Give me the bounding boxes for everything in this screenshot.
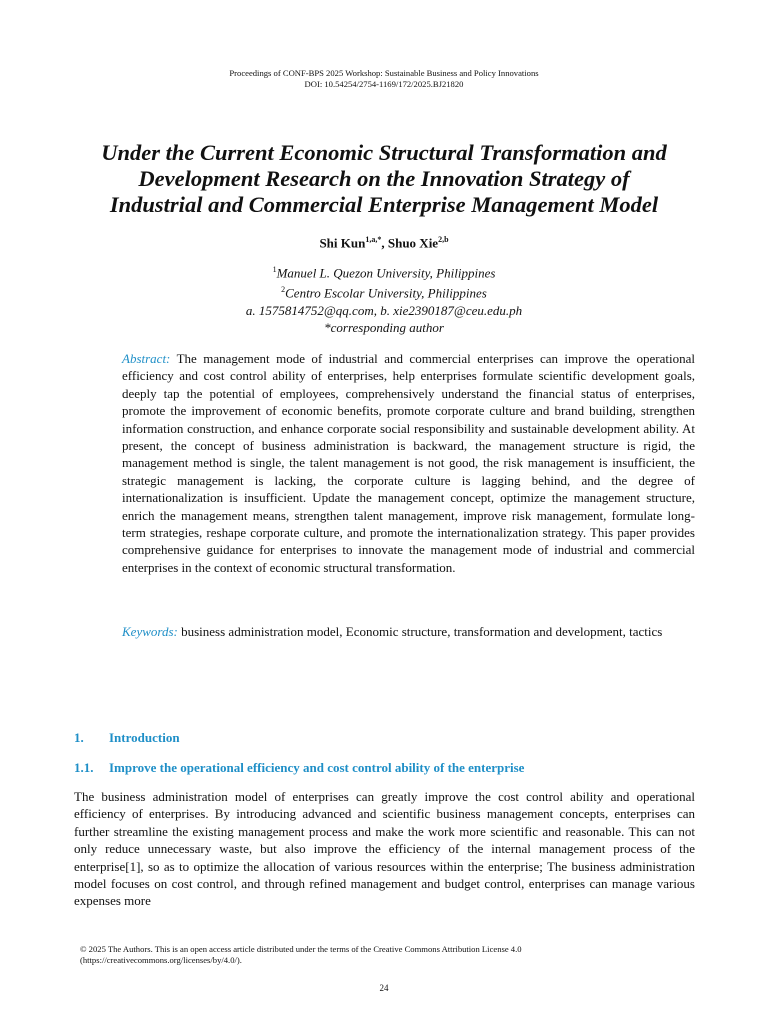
page-number: 24 xyxy=(379,983,389,993)
author-list xyxy=(0,235,768,251)
abstract-label: Abstract: xyxy=(122,351,171,366)
author-emails: a. 1575814752@qq.com, b. xie2390187@ceu.edu.ph xyxy=(245,302,523,318)
subsection-number: 1.1. xyxy=(74,760,94,775)
corresponding-author-note: *corresponding author xyxy=(324,319,444,335)
affiliation-2-text: Centro Escolar University, Philippines xyxy=(285,285,487,301)
author-1-name: Shi Kun xyxy=(319,235,366,251)
affiliation-1-text: Manuel L. Quezon University, Philippines xyxy=(276,265,496,281)
affiliation-2 xyxy=(0,281,768,301)
license-text: © 2025 The Authors. This is an open access article distributed under the terms of the Creative Commons Attribution License 4.0 xyxy=(80,944,522,954)
author-separator: , xyxy=(381,235,388,251)
title-line-2: Development Research on the Innovation Strategy of xyxy=(138,166,630,191)
title-line-3: Industrial and Commercial Enterprise Management Model xyxy=(109,192,659,217)
license-footnote xyxy=(80,944,650,965)
section-number: 1. xyxy=(74,730,84,745)
body-paragraph: The business administration model of enterprises can greatly improve the cost control ability and operational efficiency of enterprises. By introducing advanced and scientific business management concepts, enterprises can further streamline the existing management process and make the work more scientific and reasonable. This can not only reduce unnecessary waste, but also improve the efficiency of the internal management process of the enterprise[1], so as to optimize the allocation of various resources within the enterprise; The business administration model focuses on cost control, and through refined management and budget control, enterprises can manage various expenses more xyxy=(74,789,695,909)
abstract xyxy=(122,350,695,576)
keywords xyxy=(122,623,695,640)
author-2-name: Shuo Xie xyxy=(387,235,439,251)
running-header xyxy=(0,68,768,90)
section-heading-introduction xyxy=(74,730,180,746)
title-line-1: Under the Current Economic Structural Transformation and xyxy=(101,140,667,165)
author-2-affiliation-mark: 2,b xyxy=(438,235,449,244)
affiliation-1 xyxy=(0,261,768,281)
abstract-text: The management mode of industrial and commercial enterprises can improve the operational efficiency and cost control ability of enterprises, help enterprises formulate scientific development goals, deeply tap the potential of employees, comprehensively understand the financial status of enterprises, promote the improvement of economic benefits, promote corporate culture and brand building, strengthen information construction, and enhance corporate social responsibility and sustainable development ability. At present, the concept of business administration is backward, the management structure is rigid, the management method is single, the talent management is not good, the risk management is insufficient, the strategic management is lacking, the corporate culture is lagging behind, and the degree of internationalization is insufficient. Update the management concept, optimize the management structure, enrich the management means, strengthen talent management, improve risk management, formulate long-term strategies, reshape corporate culture, and promote the internationalization strategy. This paper provides comprehensive guidance for enterprises to innovate the management mode of industrial and commercial enterprises in the context of economic structural transformation. xyxy=(122,351,695,575)
affiliation-1-mark: 1 xyxy=(272,265,277,274)
subsection-title: Improve the operational efficiency and cost control ability of the enterprise xyxy=(109,760,525,775)
header-doi: DOI: 10.54254/2754-1169/172/2025.BJ21820 xyxy=(304,79,464,89)
keywords-text: business administration model, Economic structure, transformation and development, tactics xyxy=(177,624,663,639)
author-1-affiliation-mark: 1,a,* xyxy=(365,235,382,244)
license-url: (https://creativecommons.org/licenses/by/4.0/). xyxy=(80,954,242,965)
header-proceedings: Proceedings of CONF-BPS 2025 Workshop: Sustainable Business and Policy Innovations xyxy=(229,68,539,78)
affiliations xyxy=(0,261,768,336)
keywords-label: Keywords: xyxy=(122,624,178,639)
section-title: Introduction xyxy=(109,730,180,745)
affiliation-2-mark: 2 xyxy=(281,285,286,295)
subsection-heading xyxy=(74,760,524,776)
paper-title xyxy=(40,140,728,218)
